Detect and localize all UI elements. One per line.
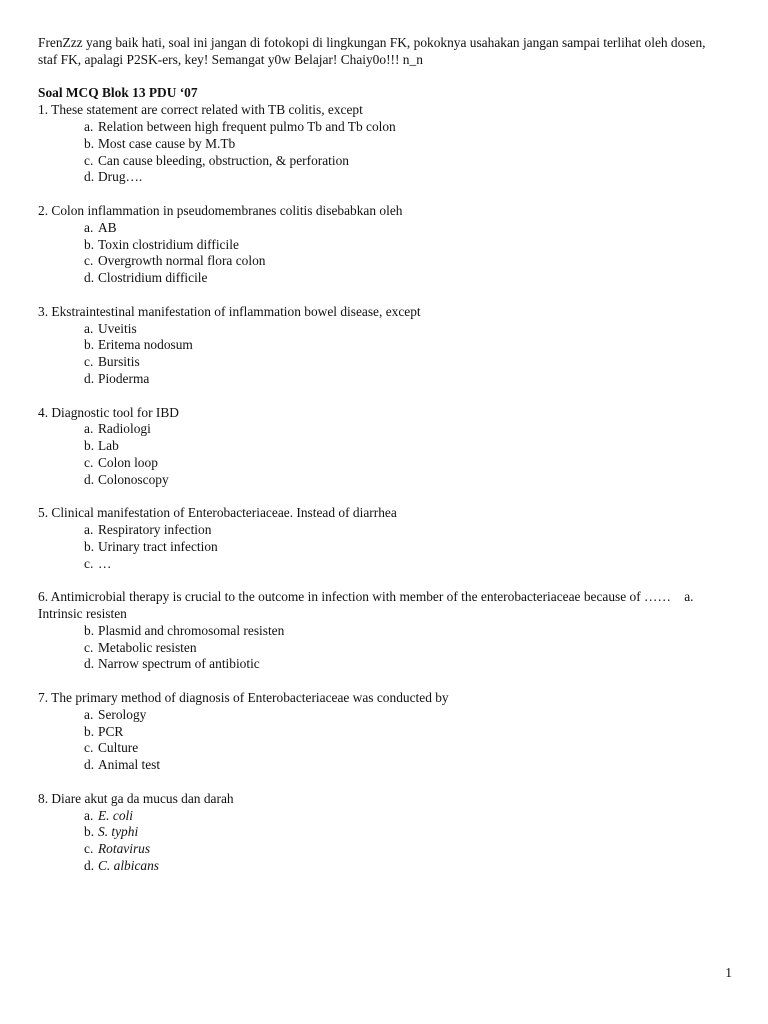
option-item	[38, 640, 728, 657]
option-letter: c.	[84, 253, 94, 269]
option-letter: a.	[84, 706, 94, 722]
document-title: Soal MCQ Blok 13 PDU ‘07	[38, 85, 198, 101]
option-letter: d.	[84, 471, 95, 487]
question-prompt	[38, 589, 728, 623]
option-item	[38, 472, 728, 489]
option-text: S. typhi	[98, 824, 139, 840]
option-item	[38, 757, 728, 774]
option-item	[38, 841, 728, 858]
option-item	[38, 421, 728, 438]
option-letter: a.	[84, 118, 94, 134]
option-letter: d.	[84, 270, 95, 286]
option-item	[38, 858, 728, 875]
option-letter: d.	[84, 169, 95, 185]
option-text: Culture	[98, 740, 139, 756]
option-letter: b.	[84, 337, 95, 353]
question-prompt: 1. These statement are correct related with TB colitis, except	[38, 102, 363, 118]
option-letter: d.	[84, 757, 95, 773]
option-letter: b.	[84, 438, 95, 454]
option-item	[38, 354, 728, 371]
option-text: C. albicans	[98, 858, 160, 874]
option-letter: a.	[84, 807, 94, 823]
question-prompt: 5. Clinical manifestation of Enterobacteriaceae. Instead of diarrhea	[38, 505, 397, 521]
option-item	[38, 337, 728, 354]
option-letter: a.	[684, 589, 694, 605]
option-letter: a.	[84, 421, 94, 437]
page-number: 1	[725, 965, 732, 980]
option-item	[38, 438, 728, 455]
option-item	[38, 707, 728, 724]
option-item	[38, 724, 728, 741]
option-item	[38, 237, 728, 254]
option-letter: b.	[84, 824, 95, 840]
question-7	[38, 690, 728, 774]
question-prompt: 2. Colon inflammation in pseudomembranes colitis disebabkan oleh	[38, 202, 403, 218]
option-text: Relation between high frequent pulmo Tb and Tb colon	[98, 118, 396, 134]
option-letter: b.	[84, 538, 95, 554]
option-item	[38, 270, 728, 287]
option-list	[38, 808, 728, 875]
option-item	[38, 623, 728, 640]
option-list	[38, 119, 728, 186]
option-text: Animal test	[98, 757, 161, 773]
option-item	[38, 455, 728, 472]
option-text: Rotavirus	[98, 841, 151, 857]
option-item	[38, 371, 728, 388]
option-text: Uveitis	[98, 320, 137, 336]
document-page	[38, 35, 728, 892]
option-letter: d.	[84, 656, 95, 672]
option-letter: c.	[84, 354, 94, 370]
option-letter: c.	[84, 841, 94, 857]
option-text: Eritema nodosum	[98, 337, 193, 353]
option-text: Drug….	[98, 169, 143, 185]
option-item	[38, 169, 728, 186]
option-text: Narrow spectrum of antibiotic	[98, 656, 260, 672]
option-list	[38, 623, 728, 673]
option-letter: a.	[84, 522, 94, 538]
option-item	[38, 136, 728, 153]
question-3	[38, 304, 728, 388]
option-text: Clostridium difficile	[98, 270, 208, 286]
option-text: Bursitis	[98, 354, 140, 370]
option-list	[38, 220, 728, 287]
option-letter: b.	[84, 236, 95, 252]
option-text: Urinary tract infection	[98, 538, 218, 554]
option-letter: b.	[84, 723, 95, 739]
option-list	[38, 321, 728, 388]
option-letter: d.	[84, 858, 95, 874]
option-letter: c.	[84, 454, 94, 470]
question-2	[38, 203, 728, 287]
question-prompt: 3. Ekstraintestinal manifestation of inflammation bowel disease, except	[38, 303, 421, 319]
option-text: PCR	[98, 723, 124, 739]
question-prompt: 7. The primary method of diagnosis of Enterobacteriaceae was conducted by	[38, 690, 449, 706]
question-6	[38, 589, 728, 673]
option-list	[38, 421, 728, 488]
option-letter: a.	[84, 219, 94, 235]
option-text: Most case cause by M.Tb	[98, 135, 236, 151]
option-list	[38, 707, 728, 774]
question-4	[38, 405, 728, 489]
option-item	[38, 740, 728, 757]
option-item	[38, 824, 728, 841]
option-item	[38, 119, 728, 136]
option-text: Intrinsic resisten	[38, 606, 127, 622]
option-item	[38, 656, 728, 673]
option-list	[38, 522, 728, 572]
option-text: Colon loop	[98, 454, 158, 470]
option-letter: c.	[84, 740, 94, 756]
question-prompt: 8. Diare akut ga da mucus dan darah	[38, 790, 234, 806]
option-letter: d.	[84, 370, 95, 386]
option-item	[38, 153, 728, 170]
option-letter: c.	[84, 152, 94, 168]
option-letter: c.	[84, 555, 94, 571]
option-text: Overgrowth normal flora colon	[98, 253, 266, 269]
option-letter: b.	[84, 622, 95, 638]
option-item	[38, 321, 728, 338]
option-item	[38, 539, 728, 556]
question-prompt-text: 6. Antimicrobial therapy is crucial to the outcome in infection with member of the enterobacteriaceae because of ……	[38, 589, 671, 605]
option-text: Toxin clostridium difficile	[98, 236, 239, 252]
intro-text: FrenZzz yang baik hati, soal ini jangan di fotokopi di lingkungan FK, pokoknya usahakan jangan sampai terlihat oleh dosen, staf FK, apalagi P2SK-ers, key! Semangat y0w Belajar! Chaiy0o!!! n_n	[38, 35, 706, 67]
question-5	[38, 505, 728, 572]
option-item	[38, 808, 728, 825]
option-item	[38, 220, 728, 237]
option-text: Plasmid and chromosomal resisten	[98, 622, 285, 638]
option-text: …	[98, 555, 112, 571]
option-item	[38, 556, 728, 573]
option-text: Serology	[98, 706, 147, 722]
option-item	[38, 522, 728, 539]
option-text: Radiologi	[98, 421, 151, 437]
option-letter: c.	[84, 639, 94, 655]
option-text: Colonoscopy	[98, 471, 169, 487]
question-1	[38, 102, 728, 186]
option-text: Lab	[98, 438, 119, 454]
option-letter: b.	[84, 135, 95, 151]
option-item	[38, 253, 728, 270]
option-text: Metabolic resisten	[98, 639, 197, 655]
option-text: E. coli	[98, 807, 133, 823]
option-text: Pioderma	[98, 370, 150, 386]
option-text: AB	[98, 219, 117, 235]
option-letter: a.	[84, 320, 94, 336]
option-text: Can cause bleeding, obstruction, & perforation	[98, 152, 350, 168]
question-8	[38, 791, 728, 875]
option-text: Respiratory infection	[98, 522, 212, 538]
question-prompt: 4. Diagnostic tool for IBD	[38, 404, 179, 420]
